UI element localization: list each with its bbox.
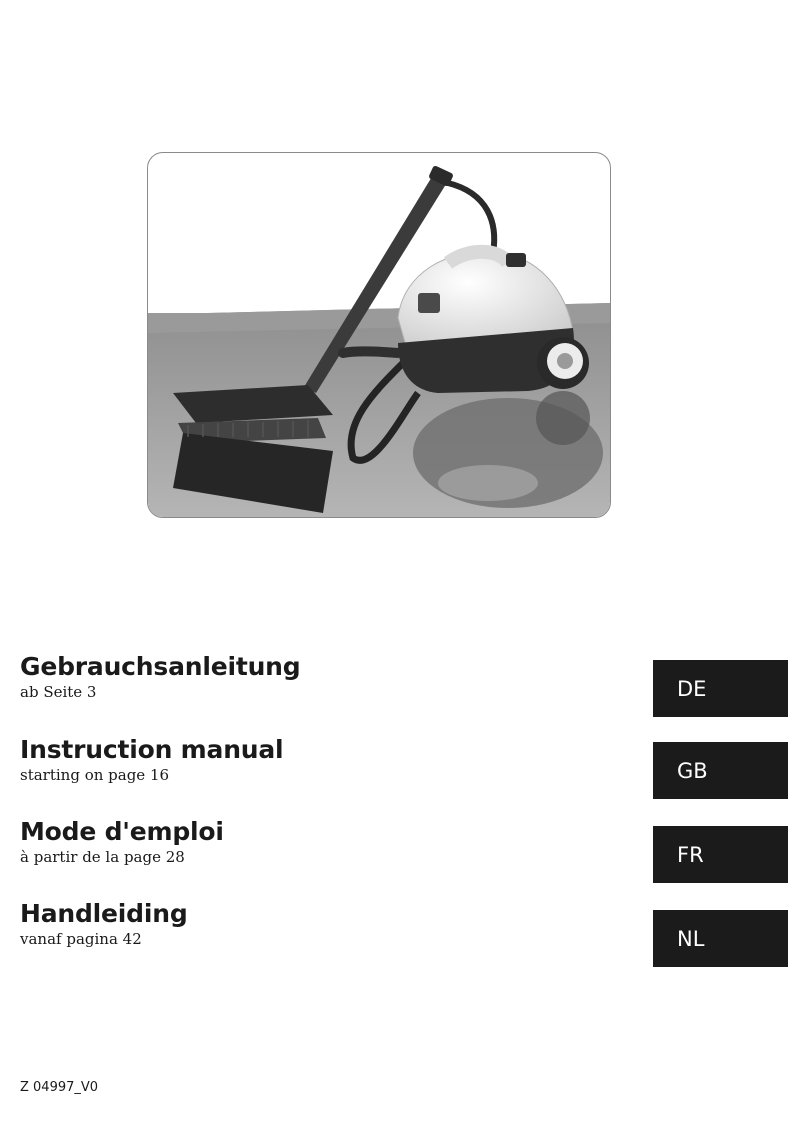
manual-subtitle-gb: starting on page 16	[20, 766, 170, 784]
document-code: Z 04997_V0	[20, 1080, 99, 1095]
manual-title-de: Gebrauchsanleitung	[20, 652, 301, 681]
manual-title-gb: Instruction manual	[20, 735, 284, 764]
manual-entry-nl	[20, 899, 188, 949]
manual-title-fr: Mode d'emploi	[20, 817, 224, 846]
lang-badge-de[interactable]: DE	[653, 660, 788, 717]
product-photo	[147, 152, 611, 518]
manual-title-nl: Handleiding	[20, 899, 188, 928]
manual-entry-fr	[20, 817, 224, 867]
manual-subtitle-de: ab Seite 3	[20, 683, 97, 701]
manual-entry-de	[20, 652, 300, 702]
manual-subtitle-nl: vanaf pagina 42	[20, 930, 142, 948]
lang-badge-fr[interactable]: FR	[653, 826, 788, 883]
manual-entry-gb	[20, 735, 283, 785]
lang-badge-gb[interactable]: GB	[653, 742, 788, 799]
lang-badge-nl[interactable]: NL	[653, 910, 788, 967]
manual-subtitle-fr: à partir de la page 28	[20, 848, 185, 866]
steam-cleaner-illustration	[148, 153, 610, 517]
